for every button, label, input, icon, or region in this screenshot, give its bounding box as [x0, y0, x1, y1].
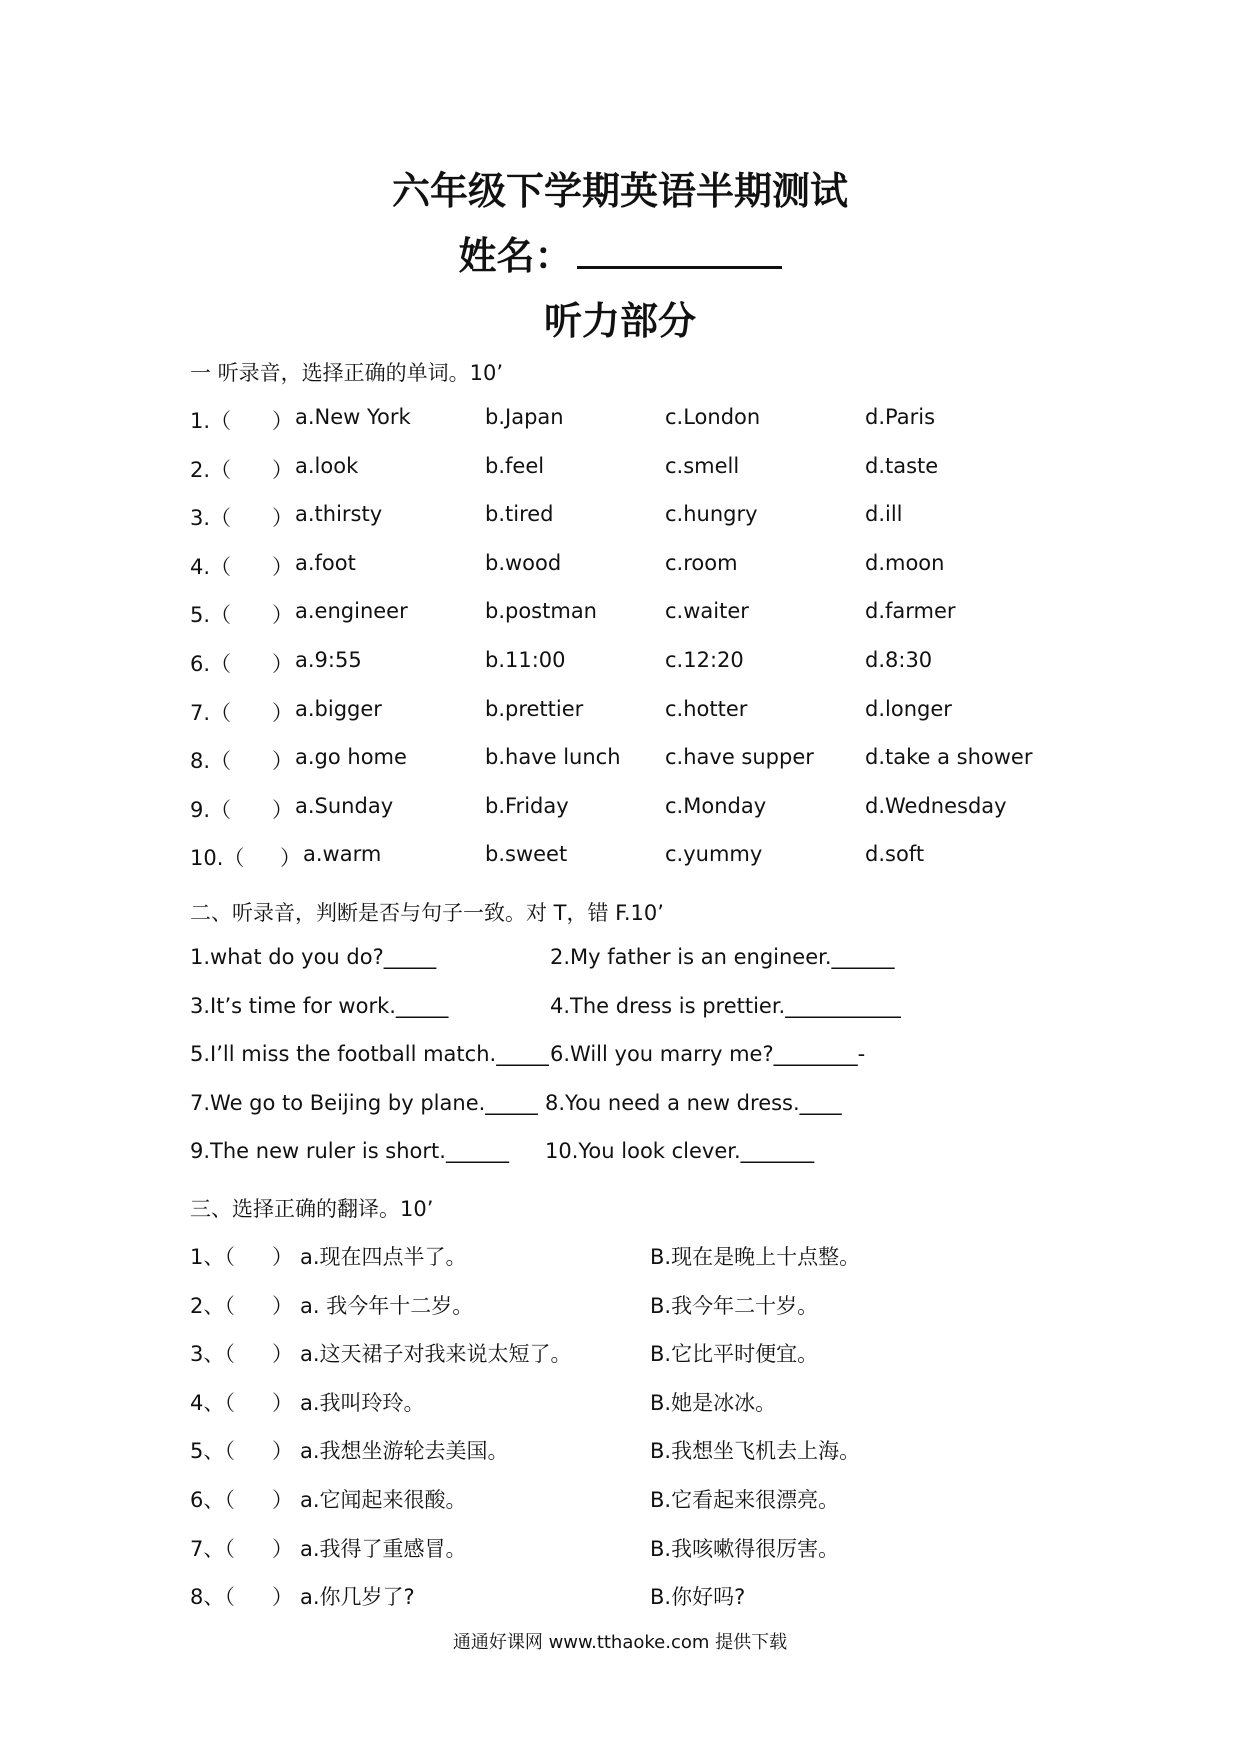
option-c: c.smell — [665, 453, 740, 478]
option-b: b.postman — [485, 599, 597, 624]
question-row — [190, 502, 1090, 534]
part2-heading: 二、听录音，判断是否与句子一致。对 T，错 F.10’ — [190, 901, 664, 925]
option-c: c.hungry — [665, 502, 758, 527]
option-a: a.go home — [295, 745, 407, 770]
translation-a: a.我得了重感冒。 — [300, 1536, 467, 1561]
answer-bracket[interactable]: ） — [280, 846, 301, 871]
question-row — [190, 648, 1090, 680]
name-blank[interactable] — [577, 236, 782, 269]
name-label: 姓名： — [458, 233, 573, 278]
answer-bracket[interactable]: ） — [272, 700, 293, 725]
translation-a: a.我想坐游轮去美国。 — [300, 1439, 509, 1464]
translation-row — [190, 1290, 1090, 1322]
question-number[interactable]: 10.（ — [190, 846, 245, 871]
option-b: b.wood — [485, 550, 562, 575]
question-row — [190, 794, 1090, 826]
option-a: a.thirsty — [295, 502, 383, 527]
option-d: d.ill — [865, 502, 903, 527]
statement-left[interactable]: 5.I’ll miss the football match._____ — [190, 1042, 549, 1067]
question-row — [190, 842, 1090, 874]
translation-row — [190, 1338, 1090, 1370]
translation-a: a.我叫玲玲。 — [300, 1390, 425, 1415]
statement-left[interactable]: 1.what do you do?_____ — [190, 945, 437, 969]
answer-bracket[interactable]: ） — [272, 1293, 293, 1318]
question-number[interactable]: 5.（ — [190, 603, 232, 628]
option-c: c.Monday — [665, 793, 767, 818]
translation-b: B.我想坐飞机去上海。 — [650, 1439, 861, 1464]
option-a: a.Sunday — [295, 793, 394, 818]
option-a: a.bigger — [295, 696, 382, 721]
translation-a: a.这天裙子对我来说太短了。 — [300, 1342, 572, 1367]
translation-row — [190, 1484, 1090, 1516]
option-d: d.taste — [865, 453, 939, 478]
option-b: b.have lunch — [485, 745, 621, 770]
option-c: c.hotter — [665, 696, 748, 721]
part1-heading: 一 听录音，选择正确的单词。10’ — [190, 361, 504, 385]
question-number[interactable]: 6.（ — [190, 652, 232, 676]
statement-left[interactable]: 7.We go to Beijing by plane._____ — [190, 1090, 538, 1115]
option-d: d.8:30 — [865, 648, 933, 672]
translation-b: B.她是冰冰。 — [650, 1390, 777, 1415]
statement-right[interactable]: 6.Will you marry me?________- — [550, 1042, 866, 1067]
option-b: b.tired — [485, 502, 554, 527]
option-d: d.Paris — [865, 405, 936, 429]
translation-row — [190, 1435, 1090, 1467]
option-a: a.foot — [295, 550, 356, 575]
option-b: b.Japan — [485, 405, 564, 429]
translation-b: B.它看起来很漂亮。 — [650, 1488, 840, 1512]
question-row — [190, 599, 1090, 631]
option-a: a.warm — [303, 842, 382, 867]
translation-row — [190, 1533, 1090, 1565]
answer-bracket[interactable]: ） — [272, 1585, 293, 1610]
question-number[interactable]: 4.（ — [190, 554, 232, 579]
statement-row — [190, 1042, 1090, 1074]
question-number[interactable]: 7.（ — [190, 700, 232, 725]
statement-row — [190, 1091, 1090, 1123]
option-d: d.soft — [865, 842, 925, 867]
statement-right[interactable]: 8.You need a new dress.____ — [545, 1090, 842, 1115]
option-a: a.New York — [295, 405, 411, 429]
question-row — [190, 697, 1090, 729]
option-c: c.yummy — [665, 842, 763, 867]
translation-a: a.现在四点半了。 — [300, 1245, 467, 1269]
statement-right[interactable]: 10.You look clever._______ — [545, 1139, 815, 1164]
translation-a: a.它闻起来很酸。 — [300, 1488, 467, 1512]
statement-left[interactable]: 9.The new ruler is short.______ — [190, 1139, 509, 1164]
question-row — [190, 405, 1090, 437]
listening-title: 听力部分 — [543, 298, 696, 343]
option-c: c.12:20 — [665, 648, 744, 672]
answer-bracket[interactable]: ） — [272, 749, 293, 774]
answer-bracket[interactable]: ） — [272, 1245, 293, 1269]
question-row — [190, 745, 1090, 777]
footer: 通通好课网 www.tthaoke.com 提供下载 — [452, 1632, 788, 1653]
translation-a: a.你几岁了? — [300, 1585, 415, 1610]
option-d: d.Wednesday — [865, 793, 1007, 818]
statement-row — [190, 1139, 1090, 1171]
option-a: a.9:55 — [295, 648, 362, 672]
translation-a: a. 我今年十二岁。 — [300, 1293, 474, 1318]
option-a: a.look — [295, 453, 359, 478]
question-number[interactable]: 2、（ — [190, 1293, 235, 1318]
answer-bracket[interactable]: ） — [272, 797, 293, 822]
option-d: d.farmer — [865, 599, 956, 624]
answer-bracket[interactable]: ） — [272, 1390, 293, 1415]
name-field — [0, 225, 1240, 280]
answer-bracket[interactable]: ） — [272, 652, 293, 676]
question-number[interactable]: 1、（ — [190, 1245, 235, 1269]
question-number[interactable]: 8.（ — [190, 749, 232, 774]
option-c: c.waiter — [665, 599, 749, 624]
statement-right[interactable]: 4.The dress is prettier.___________ — [550, 993, 901, 1018]
translation-row — [190, 1241, 1090, 1273]
question-number[interactable]: 3.（ — [190, 506, 232, 531]
option-a: a.engineer — [295, 599, 408, 624]
answer-bracket[interactable]: ） — [272, 506, 293, 531]
option-b: b.prettier — [485, 696, 584, 721]
option-c: c.room — [665, 550, 738, 575]
question-number[interactable]: 5、（ — [190, 1439, 235, 1464]
answer-bracket[interactable]: ） — [272, 1488, 293, 1512]
question-number[interactable]: 1.（ — [190, 409, 232, 433]
option-d: d.longer — [865, 696, 952, 721]
answer-bracket[interactable]: ） — [272, 1342, 293, 1367]
question-number[interactable]: 7、（ — [190, 1536, 235, 1561]
question-row — [190, 551, 1090, 583]
option-c: c.London — [665, 405, 761, 429]
answer-bracket[interactable]: ） — [272, 409, 293, 433]
option-b: b.11:00 — [485, 648, 566, 672]
statement-row — [190, 994, 1090, 1026]
answer-bracket[interactable]: ） — [272, 457, 293, 482]
option-d: d.take a shower — [865, 745, 1033, 770]
answer-bracket[interactable]: ） — [272, 554, 293, 579]
option-b: b.Friday — [485, 793, 569, 818]
option-d: d.moon — [865, 550, 945, 575]
question-number[interactable]: 8、（ — [190, 1585, 235, 1610]
translation-b: B.我今年二十岁。 — [650, 1293, 819, 1318]
exam-title: 六年级下学期英语半期测试 — [391, 168, 848, 213]
translation-b: B.它比平时便宜。 — [650, 1342, 819, 1367]
question-row — [190, 454, 1090, 486]
part3-heading: 三、选择正确的翻译。10’ — [190, 1197, 434, 1221]
translation-row — [190, 1581, 1090, 1613]
question-number[interactable]: 2.（ — [190, 457, 232, 482]
translation-b: B.我咳嗽得很厉害。 — [650, 1536, 840, 1561]
statement-row — [190, 945, 1090, 977]
question-number[interactable]: 9.（ — [190, 797, 232, 822]
option-b: b.sweet — [485, 842, 568, 867]
translation-b: B.你好吗? — [650, 1585, 746, 1610]
answer-bracket[interactable]: ） — [272, 603, 293, 628]
answer-bracket[interactable]: ） — [272, 1536, 293, 1561]
statement-right[interactable]: 2.My father is an engineer.______ — [550, 945, 895, 969]
question-number[interactable]: 6、（ — [190, 1488, 235, 1512]
question-number[interactable]: 4、（ — [190, 1390, 235, 1415]
option-c: c.have supper — [665, 745, 814, 770]
statement-left[interactable]: 3.It’s time for work._____ — [190, 993, 449, 1018]
question-number[interactable]: 3、（ — [190, 1342, 235, 1367]
translation-b: B.现在是晚上十点整。 — [650, 1245, 861, 1269]
translation-row — [190, 1387, 1090, 1419]
option-b: b.feel — [485, 453, 545, 478]
answer-bracket[interactable]: ） — [272, 1439, 293, 1464]
